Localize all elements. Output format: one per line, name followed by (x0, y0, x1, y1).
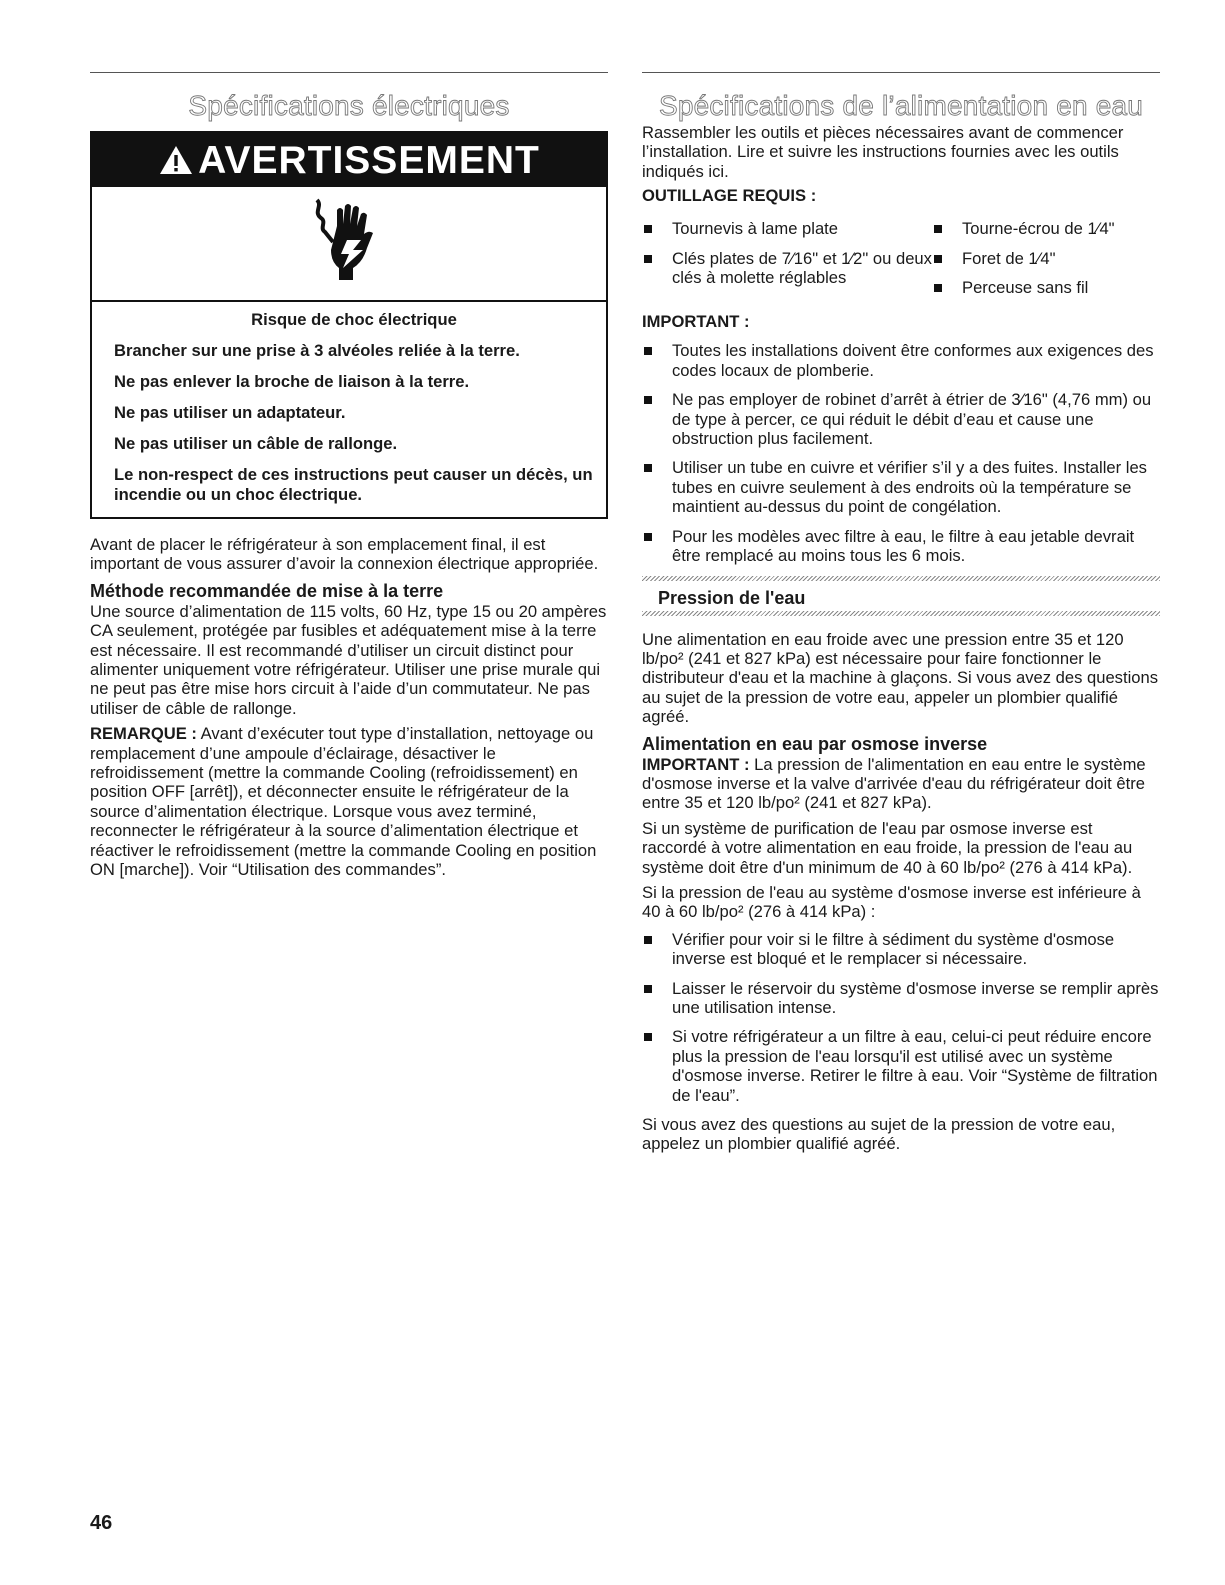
ro-list (642, 930, 1160, 1105)
warning-header-label: AVERTISSEMENT (198, 139, 540, 182)
page-number: 46 (90, 1512, 113, 1534)
warning-line: Brancher sur une prise à 3 alvéoles reliée à la terre. (114, 341, 520, 360)
warning-box (90, 131, 608, 519)
electrical-intro: Avant de placer le réfrigérateur à son emplacement final, il est important de vous assurer d’avoir la connexion électrique appropriée. (90, 535, 599, 574)
left-column (90, 72, 608, 880)
warning-header (92, 133, 606, 187)
tools-column-1 (642, 219, 932, 307)
section-rule (642, 72, 1160, 73)
warning-risk: Risque de choc électrique (251, 310, 457, 329)
remarque-label: REMARQUE : (90, 724, 197, 744)
pressure-heading: Pression de l'eau (658, 587, 806, 608)
important-heading: IMPORTANT : (642, 312, 750, 332)
warning-icon-row (92, 187, 606, 302)
warning-body (92, 302, 606, 517)
list-item: Ne pas employer de robinet d’arrêt à étrier de 3⁄16" (4,76 mm) ou de type à percer, ce qui réduit le débit d’eau et cause une obstruction plus facilement. (642, 390, 1160, 448)
important-list (642, 341, 1160, 565)
list-item: Tournevis à lame plate (642, 219, 932, 238)
list-item: Utiliser un tube en cuivre et vérifier s’il y a des fuites. Installer les tubes en cuivre seulement à des endroits où la température se maintient au-dessus du point de congélation. (642, 458, 1160, 516)
grounding-heading: Méthode recommandée de mise à la terre (90, 580, 444, 601)
tools-list (642, 219, 1160, 307)
list-item: Laisser le réservoir du système d'osmose inverse se remplir après une utilisation intense. (642, 979, 1160, 1018)
hatch-divider (642, 611, 1160, 616)
ro-important-paragraph (642, 755, 1160, 813)
electric-shock-hand-icon (309, 196, 389, 292)
list-item: Perceuse sans fil (932, 278, 1160, 297)
list-item: Pour les modèles avec filtre à eau, le filtre à eau jetable devrait être remplacé au moins tous les 6 mois. (642, 527, 1160, 566)
pressure-heading-box (642, 576, 1160, 616)
warning-line: Ne pas enlever la broche de liaison à la terre. (114, 372, 470, 391)
remarque-paragraph (90, 724, 608, 879)
water-intro: Rassembler les outils et pièces nécessaires avant de commencer l’installation. Lire et suivre les instructions fournies avec les outils indiqués ici. (642, 123, 1124, 181)
grounding-text: Une source d’alimentation de 115 volts, 60 Hz, type 15 ou 20 ampères CA seulement, protégée par fusibles et adéquatement mise à la terre est nécessaire. Il est recommandé d’utiliser un circuit distinct pour alimenter uniquement votre réfrigérateur. Utiliser une prise murale qui ne peut pas être mise hors circuit à l’aide d’un commutateur. Ne pas utiliser de câble de rallonge. (90, 601, 607, 718)
warning-triangle-icon (158, 144, 194, 176)
tools-column-2 (932, 219, 1160, 307)
warning-line: Ne pas utiliser un câble de rallonge. (114, 434, 398, 453)
list-item: Tourne-écrou de 1⁄4" (932, 219, 1160, 238)
ro-heading: Alimentation en eau par osmose inverse (642, 733, 988, 754)
pressure-text: Une alimentation en eau froide avec une pression entre 35 et 120 lb/po² (241 et 827 kPa) est nécessaire pour faire fonctionner le distributeur d'eau et la machine à glaçons. Si vous avez des questions au sujet de la pression de votre eau, appeler un plombier qualifié agréé. (642, 629, 1159, 727)
ro-paragraph: Si la pression de l'eau au système d'osmose inverse est inférieure à 40 à 60 lb/po² (276 à 414 kPa) : (642, 882, 1141, 922)
section-rule (90, 72, 608, 73)
list-item: Si votre réfrigérateur a un filtre à eau, celui-ci peut réduire encore plus la pression de l'eau lorsqu'il est utilisé avec un système d'osmose inverse. Retirer le filtre à eau. Voir “Système de filtration de l'eau”. (642, 1027, 1160, 1105)
right-column (642, 72, 1160, 1154)
closing-paragraph: Si vous avez des questions au sujet de la pression de votre eau, appelez un plombier qualifié agréé. (642, 1115, 1116, 1154)
section-title-water: Spécifications de l’alimentation en eau (658, 90, 1144, 121)
tools-heading: OUTILLAGE REQUIS : (642, 186, 817, 206)
warning-consequence: Le non-respect de ces instructions peut causer un décès, un incendie ou un choc électrique. (114, 465, 593, 504)
ro-important-text: La pression de l'alimentation en eau entre le système d'osmose inverse et la valve d'arrivée d'eau du réfrigérateur doit être entre 35 et 120 lb/po² (241 et 827 kPa). (642, 754, 1146, 813)
list-item: Foret de 1⁄4" (932, 249, 1160, 268)
ro-important-label: IMPORTANT : (642, 754, 750, 774)
ro-paragraph: Si un système de purification de l'eau par osmose inverse est raccordé à votre alimentation en eau froide, la pression de l'eau au système doit être d'un minimum de 40 à 60 lb/po² (276 à 414 kPa). (642, 818, 1133, 877)
remarque-text: Avant d’exécuter tout type d’installation, nettoyage ou remplacement d’une ampoule d’éclairage, désactiver le refroidissement (mettre la commande Cooling (refroidissement) en position OFF [arrêt]), et déconnecter ensuite le réfrigérateur de la source d’alimentation électrique. Lorsque vous avez terminé, reconnecter le réfrigérateur à la source d’alimentation électrique et réactiver le refroidissement (mettre la commande Cooling en position ON [marche]). Voir “Utilisation des commandes”. (90, 724, 597, 880)
list-item: Clés plates de 7⁄16" et 1⁄2" ou deux clés à molette réglables (642, 249, 932, 288)
list-item: Toutes les installations doivent être conformes aux exigences des codes locaux de plomberie. (642, 341, 1160, 380)
list-item: Vérifier pour voir si le filtre à sédiment du système d'osmose inverse est bloqué et le remplacer si nécessaire. (642, 930, 1160, 969)
section-title-electrical: Spécifications électriques (188, 90, 510, 121)
warning-line: Ne pas utiliser un adaptateur. (114, 403, 346, 422)
